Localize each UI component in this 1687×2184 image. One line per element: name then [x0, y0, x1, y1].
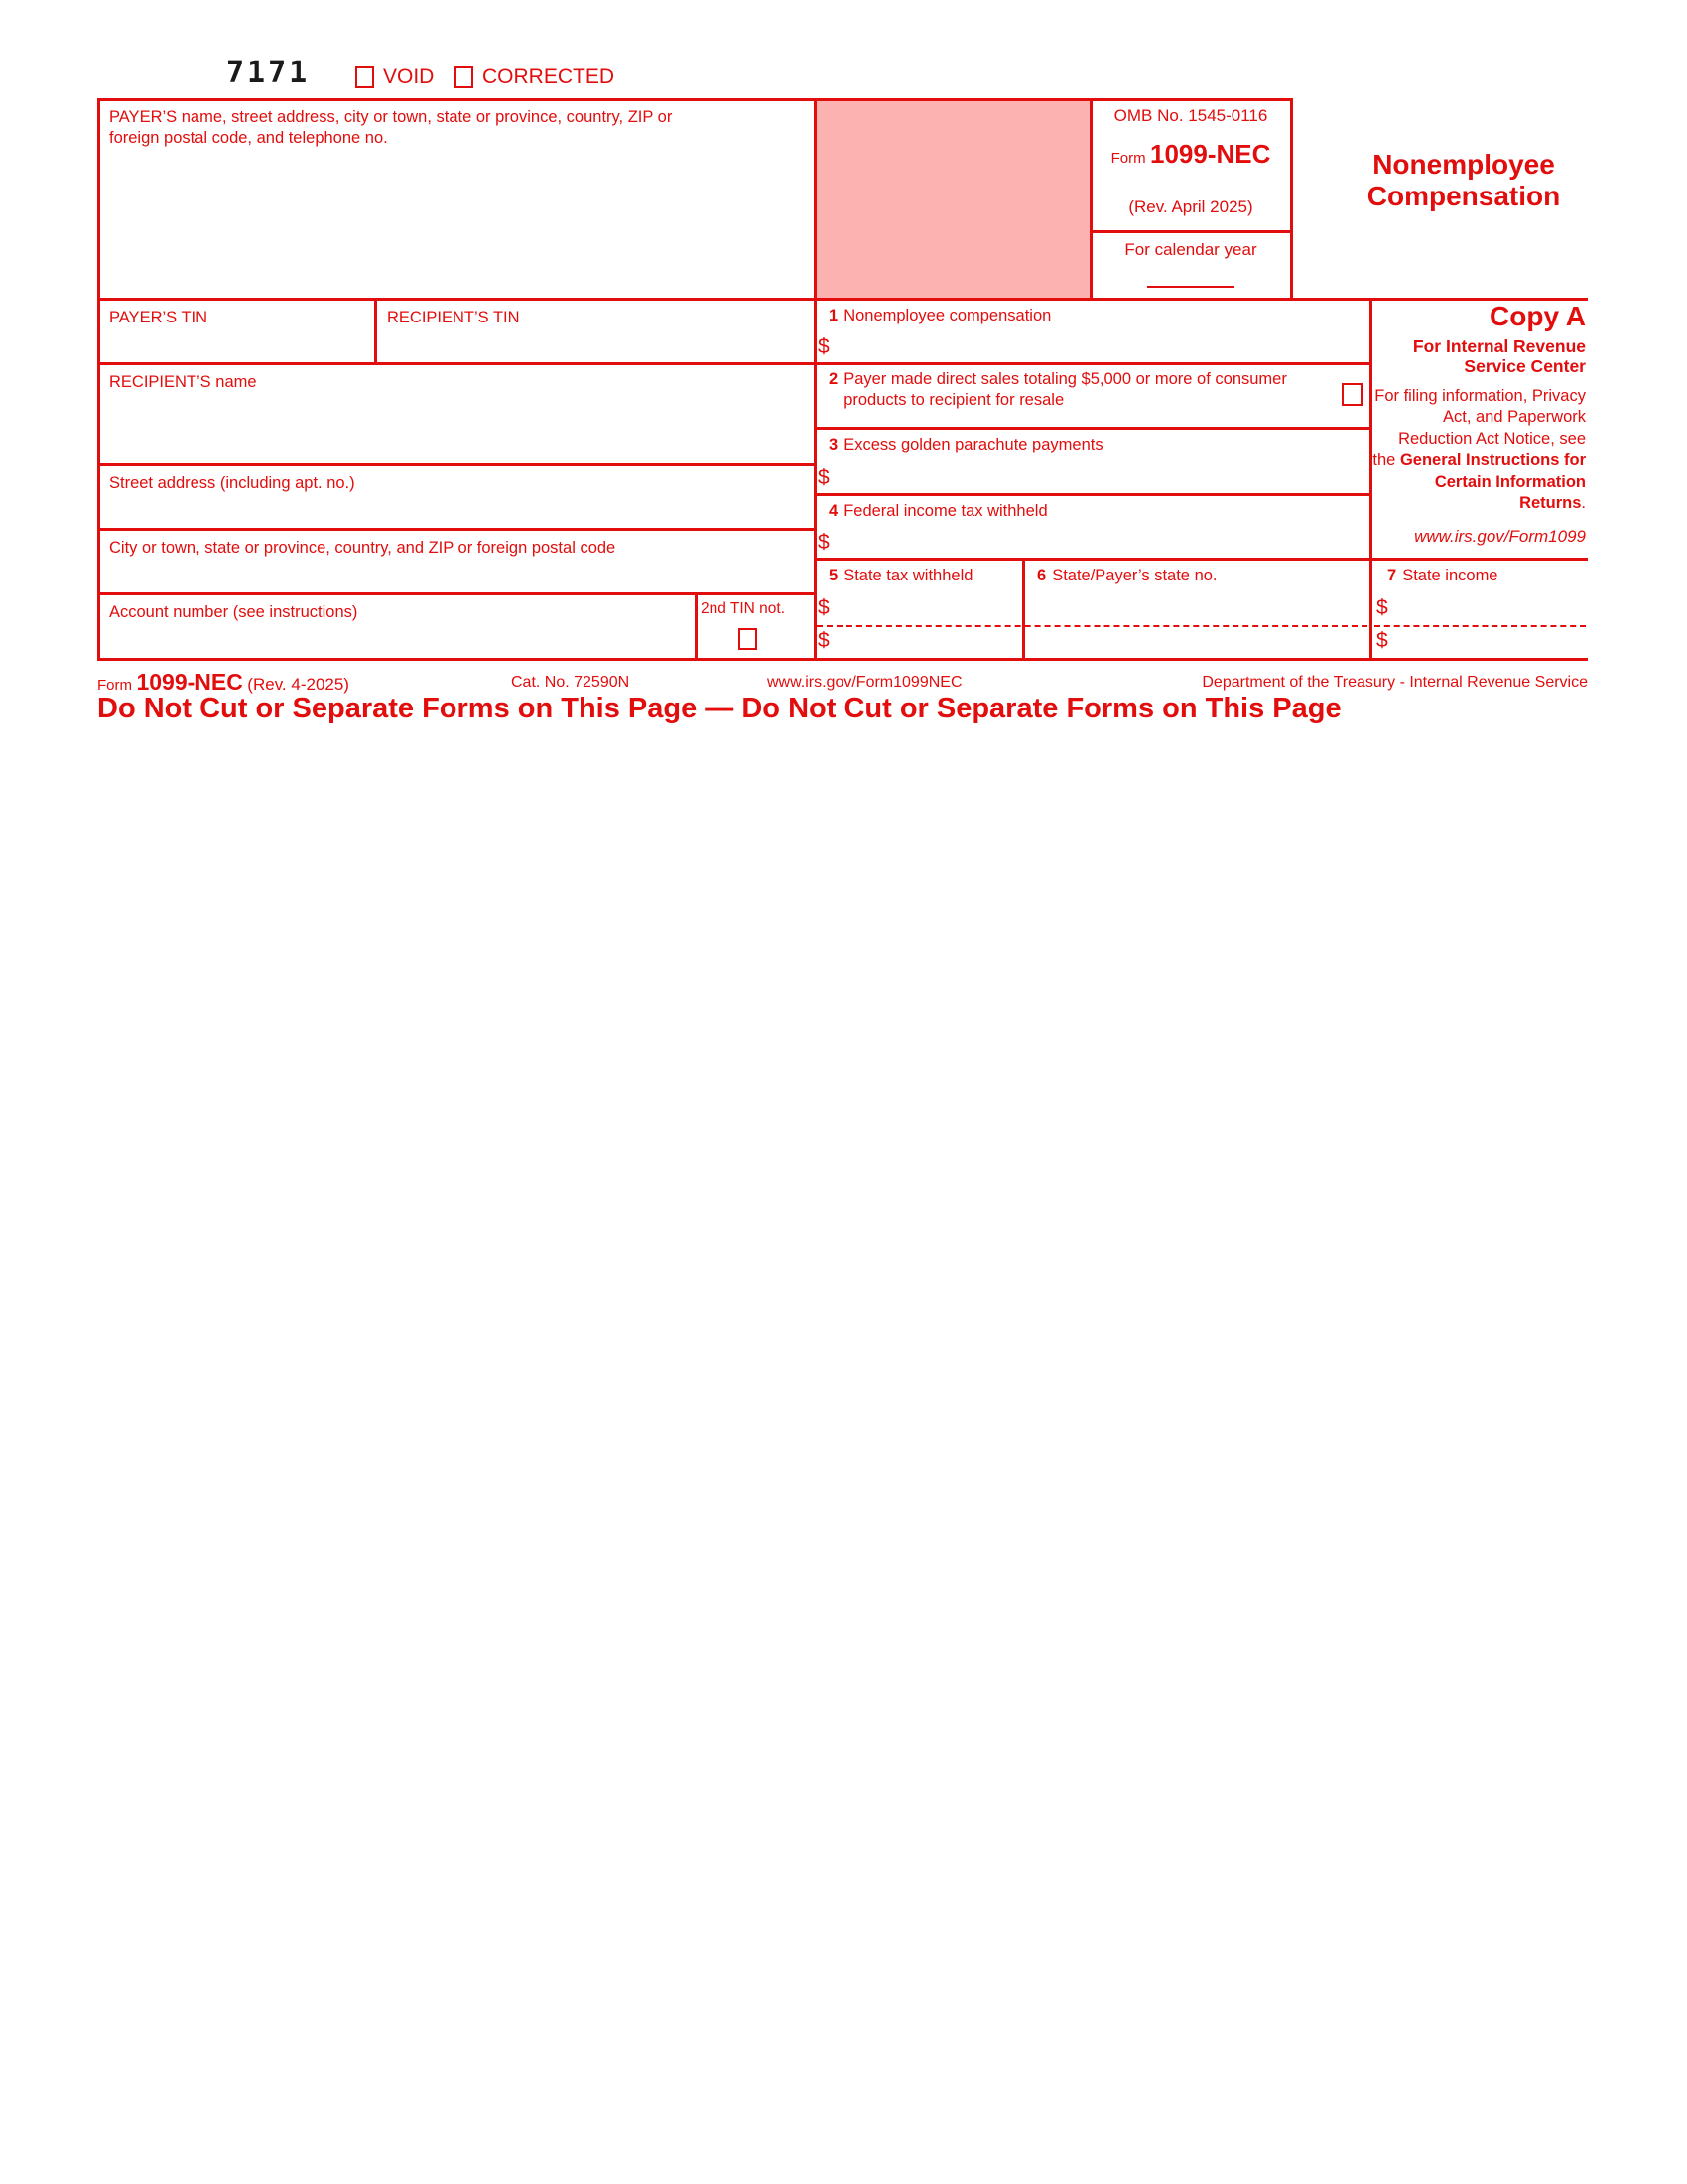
second-tin-checkbox[interactable]	[738, 628, 757, 650]
box1-dollar-sign: $	[818, 335, 830, 358]
void-label: VOID	[383, 65, 435, 88]
box2-checkbox[interactable]	[1342, 383, 1363, 406]
payer-name-field[interactable]	[104, 159, 799, 288]
box5-label: 5 State tax withheld	[829, 567, 973, 584]
copy-a-title: Copy A	[1490, 301, 1586, 331]
city-label: City or town, state or province, country, and ZIP or foreign postal code	[109, 539, 616, 557]
account-number-field[interactable]	[104, 625, 685, 653]
divider	[814, 493, 1372, 496]
divider	[97, 298, 1588, 301]
dashed-divider	[817, 625, 1367, 627]
box6-field-1[interactable]	[1032, 595, 1364, 619]
recipient-name-field[interactable]	[104, 397, 804, 456]
account-number-label: Account number (see instructions)	[109, 603, 358, 621]
dashed-divider	[1374, 625, 1586, 627]
box6-number: 6	[1037, 567, 1047, 584]
recipient-tin-label: RECIPIENT’S TIN	[387, 309, 520, 326]
box3-label: 3 Excess golden parachute payments	[829, 436, 1103, 453]
footer-form-id	[97, 669, 349, 696]
copy-a-block	[1372, 302, 1586, 547]
divider	[97, 463, 817, 466]
divider	[374, 298, 377, 365]
copy-a-subtitle: For Internal Revenue Service Center	[1412, 336, 1586, 376]
recipient-name-label: RECIPIENT’S name	[109, 373, 257, 391]
box7-dollar-sign: $	[1376, 596, 1388, 619]
form-word: Form	[1110, 150, 1146, 167]
copy-a-notice: For filing information, Privacy Act, and Paperwork Reduction Act Notice, see the General Instructions for Certain Information Returns.	[1372, 386, 1586, 513]
print-code: 7171	[226, 56, 311, 90]
second-tin-label: 2nd TIN not.	[701, 600, 786, 617]
divider	[97, 592, 817, 595]
footer-department: Department of the Treasury - Internal Revenue Service	[1202, 674, 1588, 691]
box5-number: 5	[829, 567, 839, 584]
footer-form-number: 1099-NEC	[136, 669, 243, 695]
footer-form-word: Form	[97, 677, 132, 694]
box3-amount-field[interactable]	[844, 464, 1360, 490]
footer-cat-no: Cat. No. 72590N	[511, 674, 630, 691]
box5-dollar-sign: $	[818, 596, 830, 619]
box4-dollar-sign: $	[818, 531, 830, 554]
box7-amount-field-1[interactable]	[1402, 595, 1586, 619]
omb-number: OMB No. 1545-0116	[1113, 106, 1268, 125]
calendar-year-field[interactable]	[1147, 268, 1234, 288]
box1-label: 1 Nonemployee compensation	[829, 307, 1052, 324]
box2-label: 2 Payer made direct sales totaling $5,000 or more of consumer products to recipient for resale	[829, 370, 1287, 409]
pink-shaded-area	[815, 99, 1092, 300]
form-number: 1099-NEC	[1150, 139, 1271, 169]
box7-amount-field-2[interactable]	[1402, 629, 1586, 653]
corrected-checkbox[interactable]	[454, 66, 473, 88]
box2-number: 2	[829, 370, 839, 388]
divider	[1090, 230, 1293, 233]
box6-label: 6 State/Payer’s state no.	[1037, 567, 1218, 584]
form-revision: (Rev. April 2025)	[1128, 197, 1253, 216]
city-field[interactable]	[104, 561, 804, 588]
box4-amount-field[interactable]	[844, 529, 1360, 555]
divider	[97, 98, 100, 661]
recipient-tin-field[interactable]	[385, 329, 807, 357]
box4-number: 4	[829, 502, 839, 520]
void-checkbox[interactable]	[355, 66, 374, 88]
footer-url: www.irs.gov/Form1099NEC	[767, 674, 963, 691]
box4-label: 4 Federal income tax withheld	[829, 502, 1048, 520]
divider	[97, 362, 1372, 365]
box6-field-2[interactable]	[1032, 629, 1364, 653]
divider	[97, 528, 817, 531]
box1-number: 1	[829, 307, 839, 324]
payer-name-label: PAYER’S name, street address, city or town, state or province, country, ZIP or foreign postal code, and telephone no.	[109, 108, 673, 148]
box7-number: 7	[1387, 567, 1397, 584]
box7-label: 7 State income	[1387, 567, 1498, 584]
street-address-label: Street address (including apt. no.)	[109, 474, 355, 492]
form-number-block	[1092, 139, 1290, 170]
do-not-cut-warning: Do Not Cut or Separate Forms on This Page — Do Not Cut or Separate Forms on This Page	[97, 693, 1342, 724]
box5-amount-field-1[interactable]	[844, 595, 1012, 619]
divider	[814, 427, 1372, 430]
divider	[814, 558, 1588, 561]
box3-dollar-sign: $	[818, 466, 830, 489]
payer-tin-field[interactable]	[104, 329, 367, 357]
copy-a-url: www.irs.gov/Form1099	[1414, 527, 1586, 547]
box5-dollar-sign-2: $	[818, 629, 830, 652]
box7-dollar-sign-2: $	[1376, 629, 1388, 652]
divider	[97, 658, 1588, 661]
divider	[1290, 98, 1293, 301]
street-address-field[interactable]	[104, 496, 804, 524]
calendar-year-label: For calendar year	[1124, 240, 1257, 259]
divider	[814, 98, 817, 661]
payer-tin-label: PAYER’S TIN	[109, 309, 208, 326]
divider	[97, 98, 1293, 101]
corrected-label: CORRECTED	[482, 65, 615, 88]
divider	[1022, 558, 1025, 661]
box3-number: 3	[829, 436, 839, 453]
divider	[695, 592, 698, 661]
footer-revision: (Rev. 4-2025)	[247, 675, 349, 694]
box1-amount-field[interactable]	[844, 333, 1360, 359]
box5-amount-field-2[interactable]	[844, 629, 1012, 653]
form-title: Nonemployee Compensation	[1366, 149, 1561, 212]
